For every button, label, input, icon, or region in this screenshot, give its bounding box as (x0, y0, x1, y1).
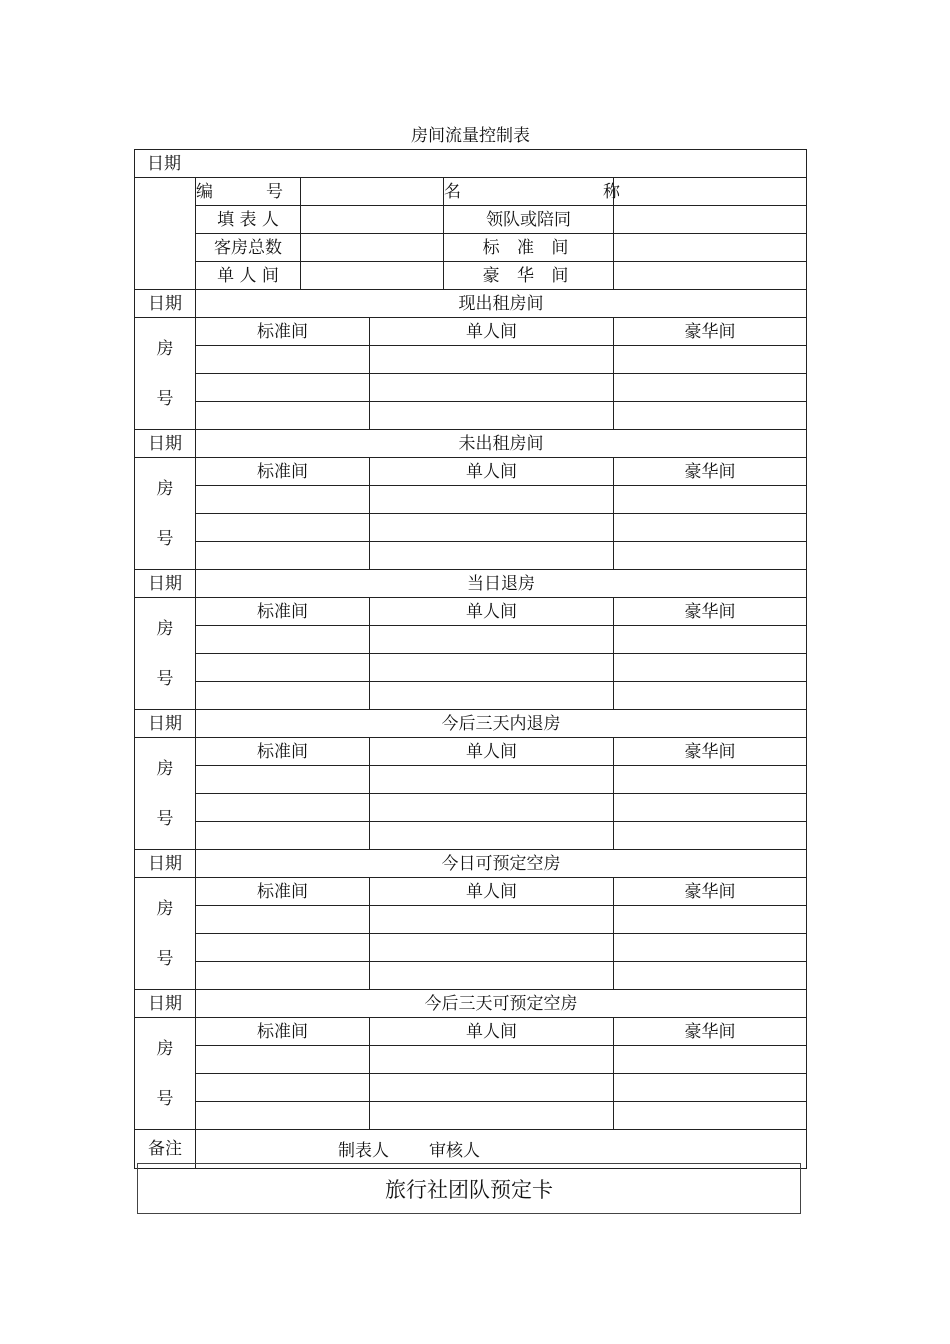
guide-value[interactable] (614, 206, 807, 234)
standard-room-cell[interactable] (196, 346, 370, 374)
column-single: 单人间 (370, 878, 614, 906)
column-single: 单人间 (370, 1018, 614, 1046)
deluxe-room-cell[interactable] (614, 542, 807, 570)
single-room-cell[interactable] (370, 1046, 614, 1074)
section-column-row (135, 318, 807, 346)
filler-label: 填 表 人 (196, 206, 301, 234)
room-label-char: 房 (156, 618, 174, 639)
section-column-row (135, 598, 807, 626)
single-room-cell[interactable] (370, 374, 614, 402)
deluxe-room-cell[interactable] (614, 626, 807, 654)
reviewer-label: 审核人 (429, 1141, 480, 1161)
deluxe-room-cell[interactable] (614, 1074, 807, 1102)
room-entry-row (135, 346, 807, 374)
single-room-cell[interactable] (370, 934, 614, 962)
total-rooms-value[interactable] (301, 234, 444, 262)
single-room-cell[interactable] (370, 962, 614, 990)
standard-room-cell[interactable] (196, 374, 370, 402)
room-entry-row (135, 682, 807, 710)
single-room-cell[interactable] (370, 906, 614, 934)
number-label-char: 号 (156, 528, 174, 549)
header-field-row (135, 178, 807, 206)
section-title: 现出租房间 (196, 290, 807, 318)
standard-room-cell[interactable] (196, 626, 370, 654)
column-deluxe: 豪华间 (614, 878, 807, 906)
deluxe-room-cell[interactable] (614, 794, 807, 822)
room-entry-row (135, 906, 807, 934)
booking-card-title (137, 1163, 801, 1214)
single-count-label: 单 人 间 (196, 262, 301, 290)
section-title: 当日退房 (196, 570, 807, 598)
room-number-stack (135, 1024, 195, 1124)
section-header-row (135, 570, 807, 598)
remarks-label: 备注 (135, 1130, 196, 1169)
deluxe-room-cell[interactable] (614, 486, 807, 514)
room-entry-row (135, 1102, 807, 1130)
room-number-label (135, 458, 196, 570)
room-entry-row (135, 1074, 807, 1102)
room-entry-row (135, 626, 807, 654)
room-number-stack (135, 604, 195, 704)
room-entry-row (135, 654, 807, 682)
room-number-label (135, 1018, 196, 1130)
deluxe-room-cell[interactable] (614, 934, 807, 962)
single-room-cell[interactable] (370, 626, 614, 654)
deluxe-room-cell[interactable] (614, 1046, 807, 1074)
room-number-stack (135, 324, 195, 424)
number-label: 编 号 (196, 178, 301, 206)
column-deluxe: 豪华间 (614, 598, 807, 626)
signers (338, 1140, 520, 1162)
room-label-char: 房 (156, 898, 174, 919)
section-date-label: 日期 (135, 290, 196, 318)
deluxe-room-cell[interactable] (614, 822, 807, 850)
room-entry-row (135, 1046, 807, 1074)
standard-room-cell[interactable] (196, 962, 370, 990)
column-standard: 标准间 (196, 598, 370, 626)
section-header-row (135, 290, 807, 318)
column-standard: 标准间 (196, 738, 370, 766)
room-entry-row (135, 766, 807, 794)
single-room-cell[interactable] (370, 794, 614, 822)
filler-value[interactable] (301, 206, 444, 234)
single-room-cell[interactable] (370, 402, 614, 430)
section-title: 未出租房间 (196, 430, 807, 458)
header-field-row (135, 206, 807, 234)
room-entry-row (135, 514, 807, 542)
single-room-cell[interactable] (370, 514, 614, 542)
number-value[interactable] (301, 178, 444, 206)
room-entry-row (135, 402, 807, 430)
column-deluxe: 豪华间 (614, 458, 807, 486)
header-blank-cell (135, 178, 196, 290)
column-standard: 标准间 (196, 318, 370, 346)
deluxe-room-cell[interactable] (614, 1102, 807, 1130)
card-title: 旅行社团队预定卡 (385, 1177, 553, 1202)
room-number-label (135, 318, 196, 430)
column-single: 单人间 (370, 458, 614, 486)
deluxe-room-cell[interactable] (614, 766, 807, 794)
column-single: 单人间 (370, 598, 614, 626)
room-entry-row (135, 794, 807, 822)
section-column-row (135, 1018, 807, 1046)
column-deluxe: 豪华间 (614, 318, 807, 346)
standard-room-cell[interactable] (196, 1074, 370, 1102)
room-entry-row (135, 962, 807, 990)
header-date-row (135, 150, 807, 178)
header-field-row (135, 262, 807, 290)
standard-room-cell[interactable] (196, 766, 370, 794)
section-date-label: 日期 (135, 710, 196, 738)
standard-room-cell[interactable] (196, 654, 370, 682)
section-date-label: 日期 (135, 430, 196, 458)
room-entry-row (135, 374, 807, 402)
standard-count-value[interactable] (614, 234, 807, 262)
column-standard: 标准间 (196, 458, 370, 486)
header-date-label: 日期 (135, 150, 807, 178)
number-label-char: 号 (156, 948, 174, 969)
section-title: 今后三天内退房 (196, 710, 807, 738)
total-rooms-label: 客房总数 (196, 234, 301, 262)
room-number-stack (135, 464, 195, 564)
room-entry-row (135, 822, 807, 850)
room-number-stack (135, 744, 195, 844)
column-single: 单人间 (370, 738, 614, 766)
form-title: 房间流量控制表 (411, 126, 530, 146)
section-column-row (135, 458, 807, 486)
number-label-char: 号 (156, 808, 174, 829)
deluxe-room-cell[interactable] (614, 514, 807, 542)
standard-room-cell[interactable] (196, 486, 370, 514)
deluxe-room-cell[interactable] (614, 374, 807, 402)
maker-label: 制表人 (338, 1141, 389, 1161)
deluxe-room-cell[interactable] (614, 962, 807, 990)
number-label-char: 号 (156, 388, 174, 409)
section-title: 今后三天可预定空房 (196, 990, 807, 1018)
single-room-cell[interactable] (370, 654, 614, 682)
single-room-cell[interactable] (370, 346, 614, 374)
deluxe-count-value[interactable] (614, 262, 807, 290)
deluxe-room-cell[interactable] (614, 346, 807, 374)
section-header-row (135, 710, 807, 738)
single-room-cell[interactable] (370, 822, 614, 850)
room-number-stack (135, 884, 195, 984)
number-label-char: 号 (156, 668, 174, 689)
section-header-row (135, 850, 807, 878)
single-room-cell[interactable] (370, 1074, 614, 1102)
room-label-char: 房 (156, 338, 174, 359)
standard-room-cell[interactable] (196, 514, 370, 542)
standard-room-cell[interactable] (196, 794, 370, 822)
deluxe-count-label: 豪 华 间 (444, 262, 614, 290)
single-count-value[interactable] (301, 262, 444, 290)
single-room-cell[interactable] (370, 486, 614, 514)
standard-room-cell[interactable] (196, 1102, 370, 1130)
section-header-row (135, 990, 807, 1018)
section-title: 今日可预定空房 (196, 850, 807, 878)
section-date-label: 日期 (135, 570, 196, 598)
deluxe-room-cell[interactable] (614, 906, 807, 934)
deluxe-room-cell[interactable] (614, 654, 807, 682)
column-standard: 标准间 (196, 1018, 370, 1046)
guide-label: 领队或陪同 (444, 206, 614, 234)
deluxe-room-cell[interactable] (614, 402, 807, 430)
single-room-cell[interactable] (370, 1102, 614, 1130)
room-label-char: 房 (156, 1038, 174, 1059)
room-entry-row (135, 542, 807, 570)
column-single: 单人间 (370, 318, 614, 346)
section-header-row (135, 430, 807, 458)
standard-count-label: 标 准 间 (444, 234, 614, 262)
section-date-label: 日期 (135, 990, 196, 1018)
single-room-cell[interactable] (370, 682, 614, 710)
standard-room-cell[interactable] (196, 402, 370, 430)
number-label-char: 号 (156, 1088, 174, 1109)
section-column-row (135, 738, 807, 766)
column-deluxe: 豪华间 (614, 1018, 807, 1046)
standard-room-cell[interactable] (196, 906, 370, 934)
standard-room-cell[interactable] (196, 934, 370, 962)
column-standard: 标准间 (196, 878, 370, 906)
section-column-row (135, 878, 807, 906)
room-number-label (135, 738, 196, 850)
name-label: 名 称 (444, 178, 614, 206)
standard-room-cell[interactable] (196, 1046, 370, 1074)
room-label-char: 房 (156, 478, 174, 499)
room-number-label (135, 878, 196, 990)
section-date-label: 日期 (135, 850, 196, 878)
room-number-label (135, 598, 196, 710)
column-deluxe: 豪华间 (614, 738, 807, 766)
deluxe-room-cell[interactable] (614, 682, 807, 710)
standard-room-cell[interactable] (196, 542, 370, 570)
room-entry-row (135, 486, 807, 514)
room-entry-row (135, 934, 807, 962)
standard-room-cell[interactable] (196, 682, 370, 710)
room-label-char: 房 (156, 758, 174, 779)
room-flow-table (134, 149, 807, 1169)
standard-room-cell[interactable] (196, 822, 370, 850)
single-room-cell[interactable] (370, 766, 614, 794)
single-room-cell[interactable] (370, 542, 614, 570)
header-field-row (135, 234, 807, 262)
